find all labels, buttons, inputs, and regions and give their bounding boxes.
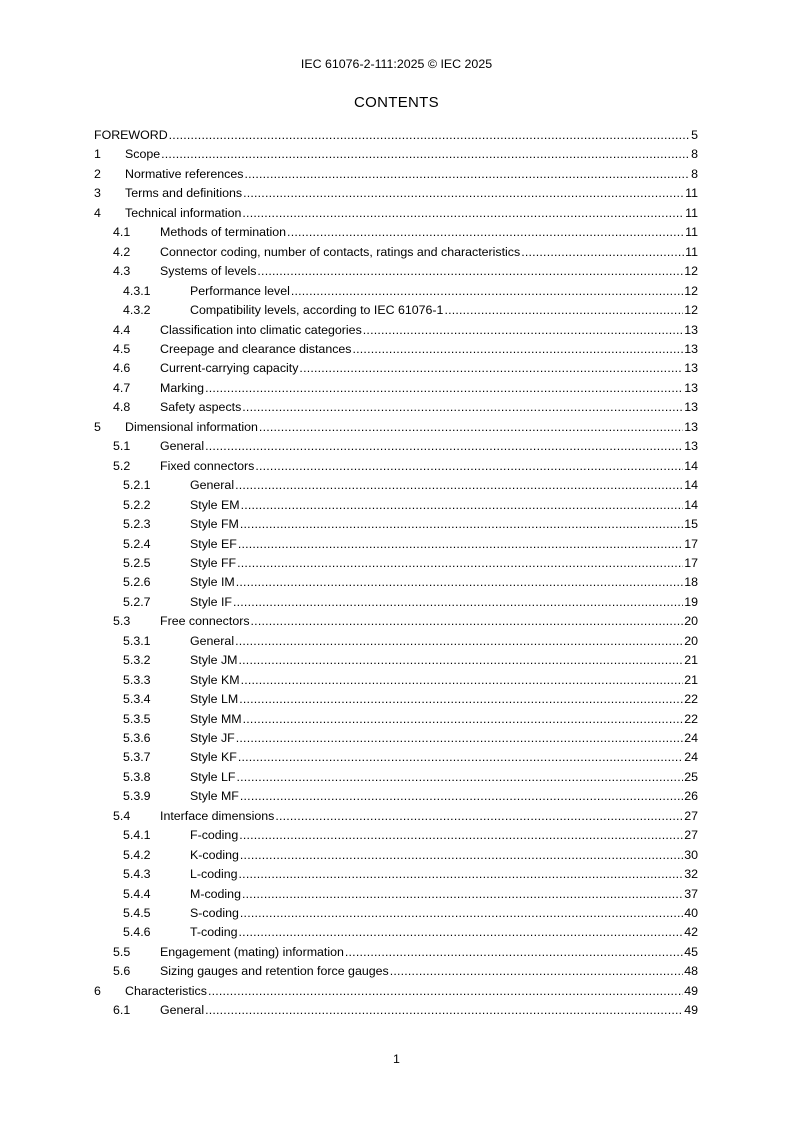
toc-dot-leader [236,769,683,785]
toc-dot-leader [233,594,683,610]
toc-entry-page: 49 [684,1003,698,1018]
toc-dot-leader [241,672,684,688]
toc-entry-number: 3 [94,186,101,201]
toc-entry-number: 4.8 [113,400,131,415]
toc-entry-number: 5.2.1 [123,478,151,493]
toc-entry-title: General [160,1003,205,1018]
document-id-header: IEC 61076-2-111:2025 © IEC 2025 [300,57,493,71]
toc-entry-number: 4.3.2 [123,303,151,317]
toc-dot-leader [287,224,684,240]
toc-entry-title: L-coding [190,867,238,882]
toc-dot-leader [235,633,683,649]
toc-entry-page: 21 [684,653,698,668]
toc-entry-title: Free connectors [160,614,250,629]
toc-dot-leader [236,730,683,746]
toc-entry-title: Methods of termination [160,225,287,240]
toc-entry[interactable] [113,261,698,279]
toc-entry[interactable] [113,222,698,240]
toc-dot-leader [239,652,684,668]
toc-entry-title: Sizing gauges and retention force gauges [160,964,389,979]
toc-entry-page: 11 [685,205,698,220]
toc-entry[interactable] [113,339,698,357]
toc-dot-leader [239,866,684,882]
toc-entry-title: Creepage and clearance distances [160,341,352,356]
toc-entry-title: S-coding [190,906,239,920]
toc-entry-title: Style FF [190,555,237,570]
toc-entry[interactable] [123,845,698,863]
toc-entry-number: 5.1 [113,439,131,454]
toc-entry-page: 24 [684,730,698,745]
toc-entry-title: Style JM [190,653,238,668]
toc-entry-number: 5.4.5 [123,906,151,920]
toc-entry-number: 5.2.4 [123,536,151,551]
toc-entry[interactable] [123,650,698,668]
toc-entry-title: Style JF [190,730,235,745]
toc-entry[interactable] [123,864,698,882]
toc-entry-title: Current-carrying capacity [160,361,299,376]
toc-entry[interactable] [123,534,698,552]
toc-entry[interactable] [94,981,698,999]
toc-entry-page: 13 [684,361,698,376]
toc-entry-title: Interface dimensions [160,808,275,823]
toc-entry-title: Classification into climatic categories [160,322,362,337]
toc-entry-page: 25 [684,769,698,784]
toc-entry-number: 5.3.1 [123,633,151,648]
toc-entry-page: 11 [685,186,698,201]
toc-entry[interactable] [123,514,698,532]
toc-entry[interactable] [123,786,698,804]
toc-dot-leader [251,613,684,629]
toc-entry-number: 5.3.7 [123,750,151,765]
toc-entry-title: FOREWORD [94,128,168,142]
toc-entry-number: 5.4.3 [123,867,151,882]
toc-dot-leader [238,536,683,552]
toc-entry[interactable] [123,747,698,765]
toc-dot-leader [239,691,683,707]
toc-entry-number: 5.2.2 [123,497,151,512]
toc-entry-page: 22 [684,692,698,706]
toc-entry-number: 5.2.3 [123,517,151,531]
toc-entry-title: Connector coding, number of contacts, ratings and characteristics [160,244,521,259]
toc-dot-leader [240,516,683,532]
toc-entry[interactable] [123,709,698,727]
toc-entry-title: General [190,633,235,648]
toc-entry-page: 17 [684,555,698,570]
toc-entry[interactable] [94,203,698,221]
toc-entry-title: Technical information [125,205,242,220]
toc-entry-page: 11 [685,225,698,240]
toc-entry-number: 5.3.8 [123,769,151,784]
toc-dot-leader [257,263,683,279]
toc-dot-leader [240,788,683,804]
toc-dot-leader [205,438,683,454]
toc-entry-number: 4.7 [113,380,131,395]
toc-entry-page: 27 [684,828,698,843]
toc-entry-number: 5.4.1 [123,828,151,843]
toc-entry[interactable] [113,1000,698,1018]
toc-entry-page: 12 [684,303,698,317]
toc-dot-leader [205,380,683,396]
toc-entry[interactable] [123,495,698,513]
toc-entry-title: Style EM [190,497,240,512]
toc-dot-leader [242,399,683,415]
toc-dot-leader [244,166,690,182]
toc-entry-page: 15 [684,517,698,531]
toc-entry-title: M-coding [190,886,241,901]
toc-entry-number: 5.4 [113,808,131,823]
toc-entry-page: 13 [684,400,698,415]
toc-entry[interactable] [123,281,698,299]
toc-entry-title: Style LF [190,769,236,784]
toc-dot-leader [390,963,684,979]
toc-entry-page: 24 [684,750,698,765]
toc-entry[interactable] [123,825,698,843]
toc-entry-title: Style MF [190,789,239,804]
toc-entry[interactable] [123,300,698,318]
toc-entry-page: 30 [684,847,698,862]
toc-entry-title: Style FM [190,517,239,531]
toc-entry-page: 13 [684,439,698,454]
toc-entry-number: 5.2.7 [123,594,151,609]
toc-entry-number: 5.3.3 [123,672,151,687]
toc-dot-leader [237,555,683,571]
toc-entry-page: 13 [684,419,698,434]
toc-entry-number: 1 [94,147,101,162]
toc-entry[interactable] [113,456,698,474]
toc-entry-page: 13 [684,380,698,395]
toc-dot-leader [238,749,683,765]
toc-entry[interactable] [113,961,698,979]
toc-entry-title: Engagement (mating) information [160,944,344,959]
toc-entry-page: 12 [684,283,698,298]
toc-entry-title: Normative references [125,166,244,181]
toc-entry-title: Style IF [190,594,232,609]
toc-entry-number: 4.4 [113,322,131,337]
toc-entry-number: 6.1 [113,1003,131,1018]
toc-entry-title: General [190,478,235,493]
toc-entry[interactable] [94,164,698,182]
toc-entry-page: 12 [684,264,698,279]
toc-dot-leader [240,905,683,921]
toc-dot-leader [205,1002,683,1018]
toc-dot-leader [239,827,683,843]
toc-entry-title: Safety aspects [160,400,242,415]
toc-dot-leader [444,302,683,318]
toc-dot-leader [521,244,684,260]
toc-entry-number: 5.4.4 [123,886,151,901]
toc-dot-leader [208,983,683,999]
toc-entry-number: 6 [94,983,101,998]
toc-entry-title: Performance level [190,283,290,298]
page-title: CONTENTS [354,94,439,111]
toc-entry-number: 5.3 [113,614,131,629]
toc-entry[interactable] [113,378,698,396]
toc-entry-number: 5.2.5 [123,555,151,570]
toc-entry-page: 20 [684,633,698,648]
toc-entry[interactable] [94,144,698,162]
toc-entry-title: Style KF [190,750,237,765]
toc-entry-page: 45 [684,944,698,959]
toc-dot-leader [353,341,684,357]
toc-entry-page: 5 [691,128,698,142]
toc-dot-leader [241,497,684,513]
toc-entry-page: 26 [684,789,698,804]
toc-dot-leader [161,146,690,162]
toc-entry-number: 5.3.6 [123,730,151,745]
toc-entry[interactable] [123,572,698,590]
toc-entry-title: F-coding [190,828,239,843]
toc-dot-leader [363,322,683,338]
toc-dot-leader [299,360,683,376]
toc-entry[interactable] [94,183,698,201]
toc-entry-title: General [160,439,205,454]
toc-entry-page: 13 [684,322,698,337]
toc-entry-number: 4.3 [113,264,131,279]
toc-entry-page: 8 [691,166,698,181]
toc-entry-page: 14 [684,497,698,512]
toc-dot-leader [240,847,683,863]
toc-dot-leader [242,205,684,221]
toc-entry-number: 5.5 [113,944,131,959]
toc-entry-title: K-coding [190,847,239,862]
toc-entry-title: T-coding [190,925,238,940]
toc-dot-leader [242,886,683,902]
toc-entry[interactable] [123,475,698,493]
toc-entry-title: Terms and definitions [125,186,243,201]
toc-entry-number: 5.2 [113,458,131,473]
toc-entry-title: Style MM [190,711,242,726]
toc-entry[interactable] [123,670,698,688]
toc-entry[interactable] [123,767,698,785]
toc-entry-number: 5 [94,419,101,434]
toc-dot-leader [255,458,683,474]
toc-entry[interactable] [113,942,698,960]
toc-entry-number: 5.3.5 [123,711,151,726]
toc-entry-number: 4.3.1 [123,283,151,298]
toc-dot-leader [239,924,684,940]
toc-entry-number: 4.6 [113,361,131,376]
toc-entry-number: 5.3.9 [123,789,151,804]
toc-entry-page: 19 [684,594,698,609]
toc-entry-number: 5.4.6 [123,925,151,940]
toc-entry-page: 32 [684,867,698,882]
toc-dot-leader [243,185,684,201]
toc-entry-number: 5.3.4 [123,692,151,706]
toc-entry-title: Fixed connectors [160,458,255,473]
toc-entry-page: 13 [684,341,698,356]
toc-entry[interactable] [113,611,698,629]
toc-entry-title: Characteristics [125,983,207,998]
toc-entry-number: 5.2.6 [123,575,151,590]
toc-entry-number: 4.2 [113,244,131,259]
toc-entry[interactable] [94,125,698,143]
toc-entry-number: 4.1 [113,225,131,240]
toc-entry[interactable] [123,592,698,610]
toc-entry[interactable] [123,884,698,902]
toc-entry-page: 18 [684,575,698,590]
toc-entry-title: Systems of levels [160,264,257,279]
toc-entry-title: Style IM [190,575,235,590]
toc-entry-number: 4.5 [113,341,131,356]
toc-entry-page: 42 [684,925,698,940]
toc-entry-title: Style LM [190,692,239,706]
toc-entry-page: 8 [691,147,698,162]
toc-entry[interactable] [123,903,698,921]
toc-entry-title: Style EF [190,536,237,551]
toc-entry-number: 5.3.2 [123,653,151,668]
toc-dot-leader [169,127,690,143]
toc-entry[interactable] [113,806,698,824]
toc-entry-page: 48 [684,964,698,979]
toc-entry-title: Compatibility levels, according to IEC 61076-1 [190,303,444,317]
toc-entry[interactable] [123,922,698,940]
toc-entry-title: Marking [160,380,205,395]
toc-dot-leader [235,477,683,493]
toc-entry-number: 4 [94,205,101,220]
page-number: 1 [393,1052,400,1066]
toc-entry-page: 11 [685,244,698,259]
toc-entry[interactable] [113,320,698,338]
toc-entry[interactable] [113,397,698,415]
toc-dot-leader [345,944,683,960]
toc-entry-number: 5.4.2 [123,847,151,862]
toc-dot-leader [243,711,684,727]
toc-entry-page: 21 [684,672,698,687]
toc-entry[interactable] [113,358,698,376]
toc-dot-leader [275,808,683,824]
toc-entry-page: 14 [684,478,698,493]
toc-dot-leader [236,574,683,590]
toc-entry-number: 5.6 [113,964,131,979]
toc-entry-page: 37 [684,886,698,901]
toc-entry-page: 22 [684,711,698,726]
toc-entry-title: Dimensional information [125,419,258,434]
toc-entry[interactable] [94,417,698,435]
toc-entry-title: Style KM [190,672,240,687]
toc-entry-page: 49 [684,983,698,998]
toc-entry-page: 40 [684,906,698,920]
toc-entry[interactable] [123,631,698,649]
toc-entry-page: 27 [684,808,698,823]
toc-entry[interactable] [113,242,698,260]
toc-entry-page: 20 [684,614,698,629]
toc-entry-number: 2 [94,166,101,181]
toc-dot-leader [259,419,683,435]
toc-dot-leader [291,283,683,299]
toc-entry-page: 14 [684,458,698,473]
toc-entry-page: 17 [684,536,698,551]
toc-entry-title: Scope [125,147,161,162]
toc-entry[interactable] [123,689,698,707]
toc-entry[interactable] [123,728,698,746]
toc-entry[interactable] [123,553,698,571]
toc-entry[interactable] [113,436,698,454]
